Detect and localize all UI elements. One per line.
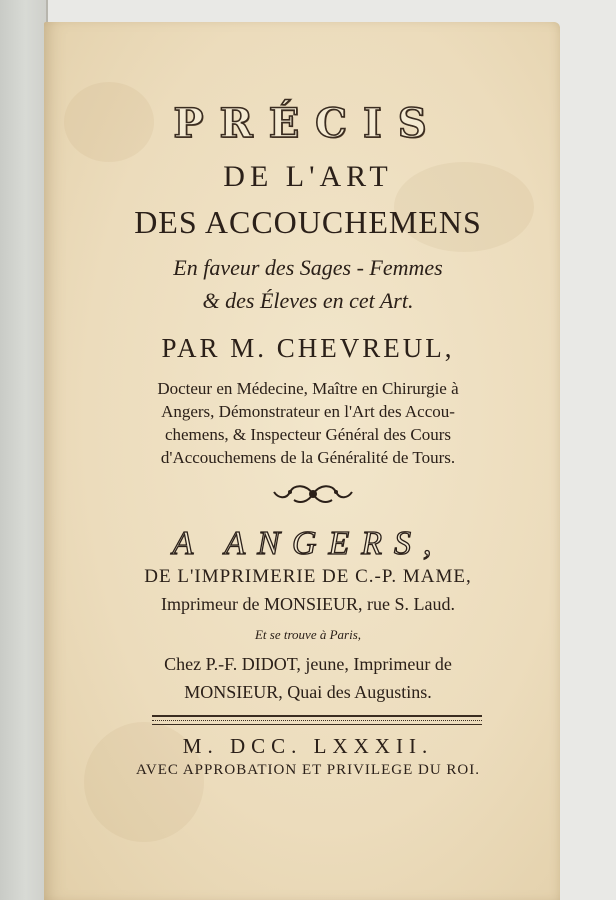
publication-city: A ANGERS,: [172, 525, 444, 562]
seller-line-1: Chez P.-F. DIDOT, jeune, Imprimeur de: [164, 654, 452, 674]
book-title: PRÉCIS: [173, 100, 443, 147]
audience-line-1: En faveur des Sages - Femmes: [173, 255, 443, 280]
seller-line-2: MONSIEUR, Quai des Augustins.: [184, 682, 432, 702]
printer-line-1: DE L'IMPRIMERIE DE C.-P. MAME,: [144, 566, 472, 587]
printer-line-2: Imprimeur de MONSIEUR, rue S. Laud.: [161, 594, 455, 614]
author-credentials-line: Docteur en Médecine, Maître en Chirurgie à: [157, 379, 459, 398]
subtitle-line-2: DES ACCOUCHEMENS: [134, 204, 482, 240]
author-line: [0, 333, 616, 364]
divider-rule: [152, 715, 482, 717]
author-name: CHEVREUL,: [276, 333, 455, 363]
subtitle-line-1: DE L'ART: [223, 160, 393, 193]
divider-rule: [152, 724, 482, 725]
audience-line-2: & des Éleves en cet Art.: [202, 288, 414, 313]
author-credentials-line: Angers, Démonstrateur en l'Art des Accou-: [161, 402, 455, 421]
also-found-note: Et se trouve à Paris,: [254, 627, 362, 642]
publication-date: M. DCC. LXXXII.: [182, 734, 434, 758]
author-prefix: PAR M.: [161, 333, 268, 363]
floral-ornament-icon: [272, 480, 354, 508]
author-credentials-line: d'Accouchemens de la Généralité de Tours.: [160, 448, 456, 467]
divider-rule: [152, 720, 482, 721]
royal-approbation: AVEC APPROBATION ET PRIVILEGE DU ROI.: [136, 762, 480, 778]
author-credentials-line: chemens, & Inspecteur Général des Cours: [164, 425, 452, 444]
